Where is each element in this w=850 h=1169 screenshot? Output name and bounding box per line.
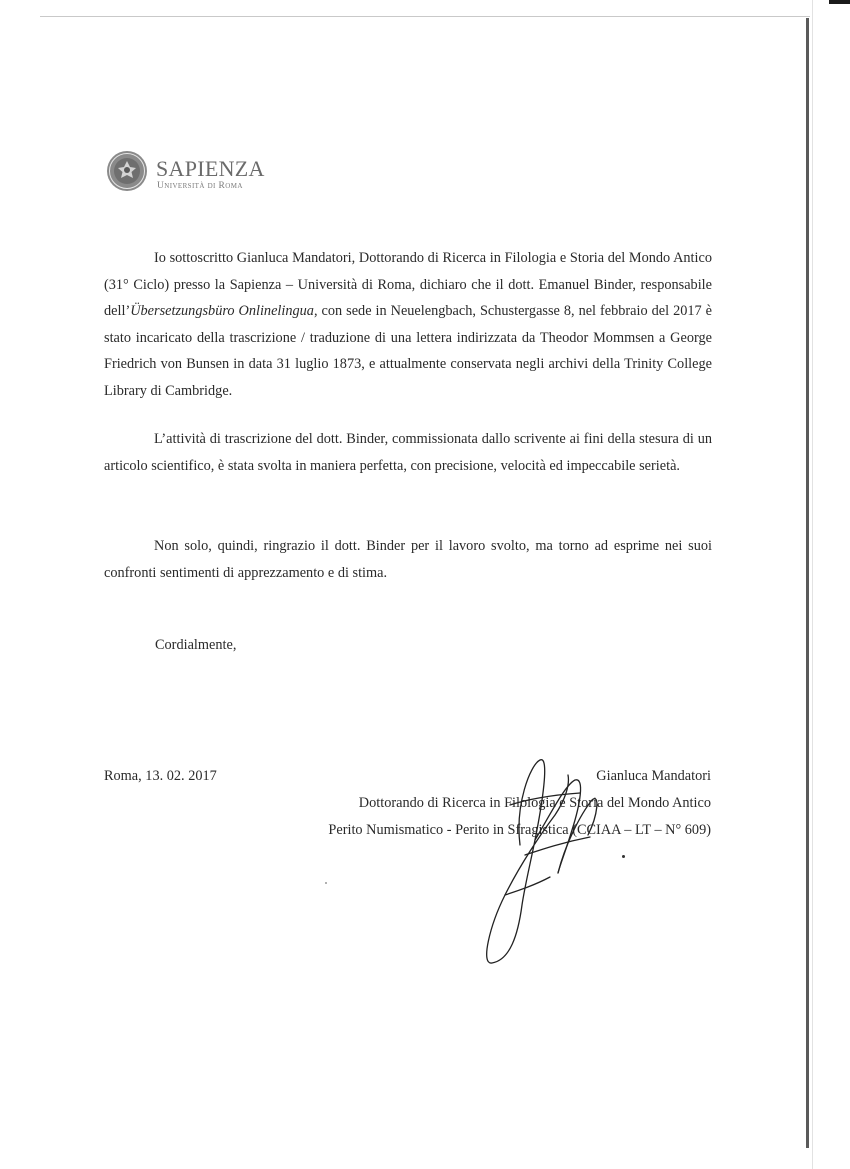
scan-corner-mark [829, 0, 850, 4]
handwritten-signature [480, 745, 610, 970]
paragraph-declaration-text-1: Io sottoscritto Gianluca Mandatori, Dottorando di Ricerca in Filologia e Storia del Mondo Antico (31° Ciclo) presso la Sapienza – Università di Roma, dichiaro che il dott. Emanuel Binder, responsabile dell’ [104, 250, 712, 319]
paragraph-thanks-text: Non solo, quindi, ringrazio il dott. Binder per il lavoro svolto, ma torno ad esprime nei suoi confronti sentimenti di apprezzamento e di stima. [104, 538, 712, 581]
scan-edge-top [40, 16, 810, 17]
paragraph-declaration [104, 245, 712, 404]
place-and-date: Roma, 13. 02. 2017 [104, 768, 217, 784]
signer-name: Gianluca Mandatori [596, 768, 711, 784]
paragraph-thanks [104, 533, 712, 586]
logo-wordmark: SAPIENZA [156, 156, 265, 181]
scan-edge-right [806, 18, 809, 1148]
paragraph-evaluation-text: L’attività di trascrizione del dott. Binder, commissionata dallo scrivente ai fini della stesura di un articolo scientifico, è stata svolta in maniera perfetta, con precisione, velocità ed impeccabile serietà. [104, 431, 712, 474]
company-name: Übersetzungsbüro Onlinelingua [130, 303, 314, 319]
paragraph-declaration-text-2: , con sede in Neuelengbach, Schustergasse 8, nel febbraio del 2017 è stato incaricato della trascrizione / traduzione di una lettera indirizzata da Theodor Mommsen a George Friedrich von Bunsen in data 31 luglio 1873, e attualmente conservata negli archivi della Trinity College Library di Cambridge. [104, 303, 712, 399]
scan-edge-right-faint [812, 0, 813, 1169]
paragraph-evaluation [104, 426, 712, 479]
signer-role: Perito Numismatico - Perito in Sfragistica (CCIAA – LT – N° 609) [328, 822, 711, 838]
signer-title: Dottorando di Ricerca in Filologia e Storia del Mondo Antico [358, 795, 711, 811]
ink-speck [325, 882, 327, 884]
university-logo [106, 150, 306, 198]
logo-subtitle: Università di Roma [157, 181, 243, 191]
closing-greeting: Cordialmente, [155, 637, 237, 653]
university-seal-icon [106, 150, 148, 192]
ink-speck [622, 855, 625, 858]
